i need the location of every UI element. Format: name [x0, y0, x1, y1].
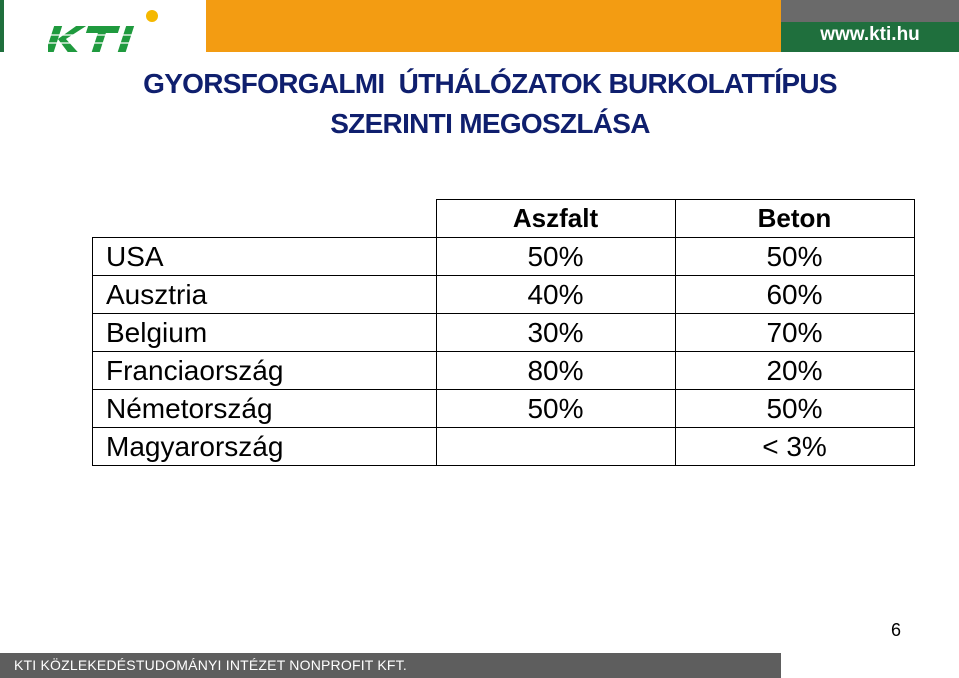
cell-country: Franciaország: [93, 352, 437, 390]
table-row: [93, 428, 915, 466]
header-orange-band: [206, 0, 781, 52]
cell-beton: < 3%: [675, 428, 914, 466]
footer-bar: [0, 653, 781, 678]
header-accent-bar: [0, 0, 4, 52]
slide-title: [70, 64, 910, 144]
cell-beton: 70%: [675, 314, 914, 352]
cell-aszfalt: 80%: [436, 352, 675, 390]
kti-logo: [48, 8, 168, 54]
page-number: 6: [890, 620, 901, 640]
cell-aszfalt: 50%: [436, 238, 675, 276]
slide-title-line2: SZERINTI MEGOSZLÁSA: [330, 108, 650, 139]
cell-country: Magyarország: [93, 428, 437, 466]
cell-beton: 50%: [675, 238, 914, 276]
website-url[interactable]: www.kti.hu: [820, 24, 920, 45]
header-beton: Beton: [675, 200, 914, 238]
cell-country: USA: [93, 238, 437, 276]
cell-country: Belgium: [93, 314, 437, 352]
cell-beton: 20%: [675, 352, 914, 390]
cell-beton: 60%: [675, 276, 914, 314]
table-row: [93, 276, 915, 314]
table-row: [93, 352, 915, 390]
table-row: [93, 314, 915, 352]
header-url-box-top: [781, 0, 959, 22]
table-row: [93, 390, 915, 428]
footer-institution-text: KTI KÖZLEKEDÉSTUDOMÁNYI INTÉZET NONPROFIT KFT.: [14, 657, 407, 673]
cell-aszfalt: 40%: [436, 276, 675, 314]
cell-beton: 50%: [675, 390, 914, 428]
cell-country: Németország: [93, 390, 437, 428]
pavement-distribution-table: [92, 199, 915, 466]
cell-aszfalt: [436, 428, 675, 466]
cell-aszfalt: 30%: [436, 314, 675, 352]
header-country: [93, 200, 437, 238]
table-header-row: [93, 200, 915, 238]
cell-country: Ausztria: [93, 276, 437, 314]
header-url-box: [781, 0, 959, 52]
table-row: [93, 238, 915, 276]
header-aszfalt: Aszfalt: [436, 200, 675, 238]
slide-title-line1: GYORSFORGALMI ÚTHÁLÓZATOK BURKOLATTÍPUS: [143, 68, 837, 99]
cell-aszfalt: 50%: [436, 390, 675, 428]
